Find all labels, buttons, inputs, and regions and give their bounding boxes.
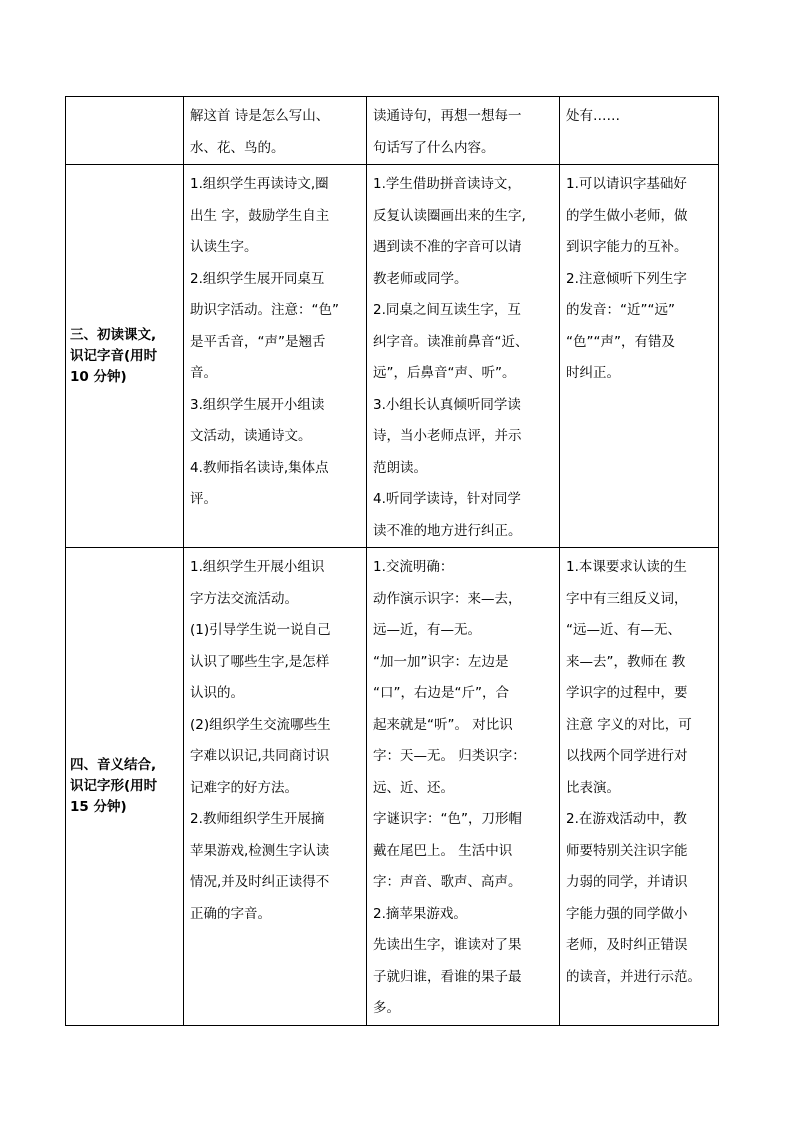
text-line: 识记字音(用时 — [70, 347, 158, 364]
text-line: 15 分钟) — [70, 798, 127, 815]
text-line: 戴在尾巴上。 生活中识 — [373, 842, 513, 859]
text-line: 比表演。 — [566, 779, 620, 796]
text-line: 远—近，有—无。 — [373, 622, 481, 638]
text-line: 师要特别关注识字能 — [566, 842, 688, 859]
text-line: “远—近、有—无、 — [566, 622, 681, 638]
stage-cell — [66, 165, 184, 548]
text-line: 出生 字，鼓励学生自主 — [190, 207, 330, 224]
text-line: 字：天—无。 归类识字： — [373, 748, 526, 764]
text-line: 是平舌音，“声”是翘舌 — [190, 333, 326, 350]
text-line: 2.注意倾听下列生字 — [566, 270, 687, 287]
text-line: 遇到读不准的字音可以请 — [373, 239, 522, 255]
text-line: 以找两个同学进行对 — [566, 748, 688, 764]
text-line: 1.学生借助拼音读诗文， — [373, 176, 521, 192]
text-line: 字谜识字：“色”，刀形帽 — [373, 811, 522, 827]
text-line: 四、音义结合, — [70, 756, 157, 773]
text-line: 纠字音。读准前鼻音“近、 — [373, 333, 529, 350]
text-line: 水、花、鸟的。 — [190, 139, 285, 156]
text-line: 1.可以请识字基础好 — [566, 176, 687, 192]
text-line: 2.摘苹果游戏。 — [373, 905, 467, 922]
text-line: 动作演示识字：来—去， — [373, 590, 522, 607]
text-line: 2.组织学生展开同桌互 — [190, 270, 325, 287]
text-line: 认识了哪些生字,是怎样 — [190, 653, 330, 670]
text-line: 评。 — [190, 491, 217, 507]
text-line: 教老师或同学。 — [373, 270, 468, 287]
text-line: 的学生做小老师，做 — [566, 207, 688, 224]
text-line: 正确的字音。 — [190, 905, 271, 922]
text-line: 时纠正。 — [566, 365, 620, 381]
text-line: 反复认读圈画出来的生字, — [373, 207, 526, 224]
text-line: “加一加”识字：左边是 — [373, 653, 509, 670]
text-line: 字能力强的同学做小 — [566, 905, 688, 922]
table-row — [66, 165, 719, 548]
text-line: 4.教师指名读诗,集体点 — [190, 459, 329, 476]
text-line: 4.听同学读诗，针对同学 — [373, 491, 521, 507]
text-line: 解这首 诗是怎么写山、 — [190, 108, 330, 124]
text-line: 到识字能力的互补。 — [566, 239, 688, 255]
text-line: 读通诗句，再想一想每一 — [373, 108, 522, 124]
text-line: 2.教师组织学生开展摘 — [190, 811, 325, 827]
design-intent-cell — [560, 97, 719, 165]
text-line: (1)引导学生说一说自己 — [190, 622, 331, 638]
text-line: 远”，后鼻音“声、听”。 — [373, 365, 516, 381]
text-line: 3.小组长认真倾听同学读 — [373, 396, 521, 413]
text-line: 注意 字义的对比，可 — [566, 716, 692, 733]
text-line: 句话写了什么内容。 — [373, 139, 495, 156]
text-line: 力弱的同学，并请识 — [566, 874, 688, 890]
text-line: 多。 — [373, 1000, 400, 1016]
text-line: 记难字的好方法。 — [190, 779, 298, 796]
text-line: 识记字形(用时 — [70, 777, 158, 794]
text-line: 1.交流明确： — [373, 559, 454, 575]
teacher-activity-cell — [184, 97, 367, 165]
text-line: 2.在游戏活动中，教 — [566, 811, 687, 827]
text-line: 三、初读课文, — [70, 326, 157, 343]
text-line: 的读音，并进行示范。 — [566, 968, 701, 985]
text-line: 苹果游戏,检测生字认读 — [190, 842, 330, 859]
lesson-plan-table — [65, 96, 719, 1026]
text-line: 先读出生字，谁读对了果 — [373, 937, 522, 953]
text-line: 1.本课要求认读的生 — [566, 559, 687, 575]
text-line: 文活动，读通诗文。 — [190, 428, 312, 444]
text-line: 老师，及时纠正错误 — [566, 937, 688, 953]
text-line: 1.组织学生再读诗文,圈 — [190, 176, 329, 192]
text-line: (2)组织学生交流哪些生 — [190, 716, 331, 733]
text-line: 字难以识记,共同商讨识 — [190, 748, 330, 764]
text-line: 子就归谁，看谁的果子最 — [373, 968, 522, 985]
text-line: “口”，右边是“斤”，合 — [373, 685, 509, 701]
text-line: 远、近、还。 — [373, 779, 454, 796]
student-activity-cell — [367, 165, 560, 548]
design-intent-cell — [560, 165, 719, 548]
text-line: 字方法交流活动。 — [190, 590, 298, 607]
text-line: 字中有三组反义词， — [566, 590, 688, 607]
text-line: 音。 — [190, 365, 217, 381]
text-line: 10 分钟) — [70, 368, 127, 385]
design-intent-cell — [560, 548, 719, 1026]
teacher-activity-cell — [184, 165, 367, 548]
stage-cell — [66, 548, 184, 1026]
student-activity-cell — [367, 97, 560, 165]
student-activity-cell — [367, 548, 560, 1026]
text-line: 读不准的地方进行纠正。 — [373, 522, 522, 539]
text-line: “色”“声”，有错及 — [566, 333, 675, 350]
text-line: 认识的。 — [190, 685, 244, 701]
teacher-activity-cell — [184, 548, 367, 1026]
table-row — [66, 548, 719, 1026]
text-line: 来—去”，教师在 教 — [566, 653, 686, 670]
text-line: 2.同桌之间互读生字，互 — [373, 302, 521, 318]
stage-cell — [66, 97, 184, 165]
text-line: 诗，当小老师点评，并示 — [373, 428, 522, 444]
text-line: 起来就是“听”。 对比识 — [373, 716, 513, 733]
text-line: 范朗读。 — [373, 459, 427, 476]
text-line: 学识字的过程中，要 — [566, 685, 688, 701]
text-line: 字：声音、歌声、高声。 — [373, 874, 522, 890]
text-line: 认读生字。 — [190, 239, 258, 255]
text-line: 的发音：“近”“远” — [566, 302, 675, 318]
text-line: 情况,并及时纠正读得不 — [190, 874, 330, 890]
text-line: 处有…… — [566, 108, 620, 124]
table-row — [66, 97, 719, 165]
text-line: 3.组织学生展开小组读 — [190, 396, 325, 413]
text-line: 助识字活动。注意：“色” — [190, 302, 339, 318]
text-line: 1.组织学生开展小组识 — [190, 559, 325, 575]
